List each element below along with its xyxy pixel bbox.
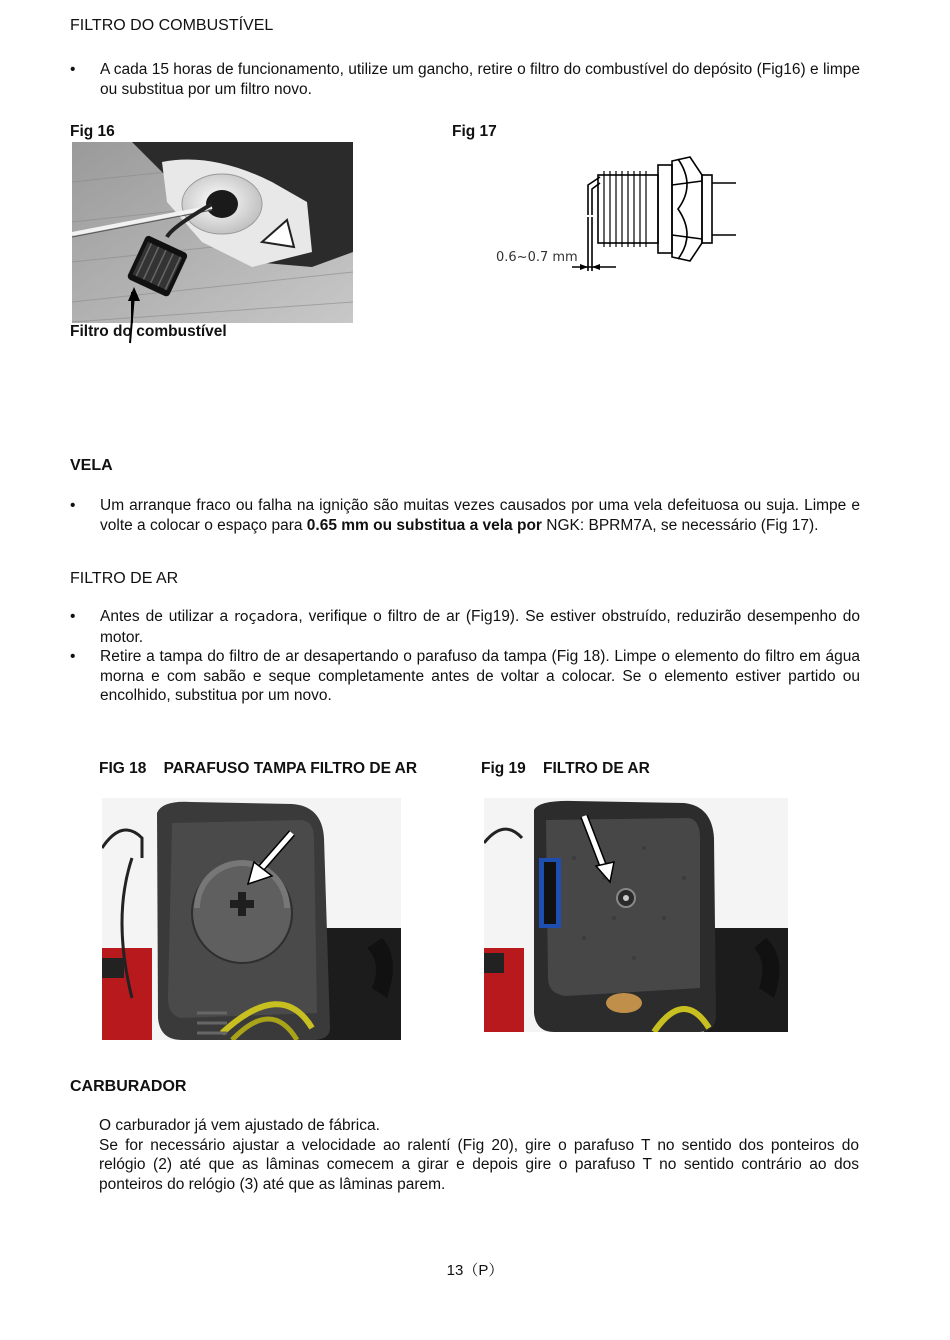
section-title-carburetor: CARBURADOR xyxy=(70,1078,187,1095)
bullet-icon: • xyxy=(70,608,76,625)
list-item xyxy=(70,607,860,647)
fig16-caption: Filtro do combustível xyxy=(70,323,227,340)
fig16-label: Fig 16 xyxy=(70,123,115,140)
list-item xyxy=(70,496,860,535)
spark-plug-text-1: Um arranque fraco ou falha na ignição são muitas vezes causados por uma vela defeituosa ou suja. Limpe e volte a colocar o espaço para xyxy=(100,497,860,534)
fig19-air-filter-photo xyxy=(484,798,788,1032)
carburetor-line-1: O carburador já vem ajustado de fábrica. xyxy=(99,1117,380,1134)
fig16-fuel-filter-photo xyxy=(72,142,353,323)
section-title-air-filter: FILTRO DE AR xyxy=(70,570,179,587)
fuel-filter-list xyxy=(70,60,860,99)
fuel-filter-instruction: A cada 15 horas de funcionamento, utilize um gancho, retire o filtro do combustível do depósito (Fig16) e limpe ou substitua por um filtro novo. xyxy=(100,61,860,98)
page-number: 13（P） xyxy=(446,1262,504,1279)
gap-measurement-label: 0.6~0.7 mm xyxy=(496,250,578,265)
spark-plug-list xyxy=(70,496,860,535)
list-item xyxy=(70,647,860,706)
section-title-spark-plug: VELA xyxy=(70,457,113,474)
fig17-label: Fig 17 xyxy=(452,123,497,140)
carburetor-text-block xyxy=(99,1116,859,1194)
bullet-icon: • xyxy=(70,497,76,514)
bullet-icon: • xyxy=(70,648,76,665)
carburetor-line-2: Se for necessário ajustar a velocidade ao ralentí (Fig 20), gire o parafuso T no sentido dos ponteiros do relógio (2) até que as lâminas comecem a girar e depois gire o parafuso T no sentido contrário ao dos ponteiros do relógio (3) até que as lâminas parem. xyxy=(99,1136,859,1193)
fig19-label: Fig 19 FILTRO DE AR xyxy=(481,760,650,777)
bullet-icon: • xyxy=(70,61,76,78)
fig18-air-filter-cover-photo xyxy=(102,798,401,1040)
air-filter-word: roçadora xyxy=(234,609,299,625)
air-filter-text-2: , verifique o filtro de ar (Fig19). Se estiver obstruído, reduzirão desempenho do motor. xyxy=(100,608,860,646)
spark-plug-text-bold: 0.65 mm ou substitua a vela por xyxy=(306,516,542,534)
air-filter-list xyxy=(70,607,860,706)
section-title-fuel-filter: FILTRO DO COMBUSTÍVEL xyxy=(70,17,274,34)
air-filter-text-1: Antes de utilizar a xyxy=(100,608,235,625)
spark-plug-text-2: NGK: BPRM7A, se necessário (Fig 17). xyxy=(541,516,819,534)
air-filter-instruction-2: Retire a tampa do filtro de ar desapertando o parafuso da tampa (Fig 18). Limpe o elemento do filtro em água morna e com sabão e seque completamente antes de voltar a colocar. Se o elemento estiver partido ou encolhido, substitua por um novo. xyxy=(100,648,860,704)
fig18-label: FIG 18 PARAFUSO TAMPA FILTRO DE AR xyxy=(99,760,418,777)
list-item xyxy=(70,60,860,99)
